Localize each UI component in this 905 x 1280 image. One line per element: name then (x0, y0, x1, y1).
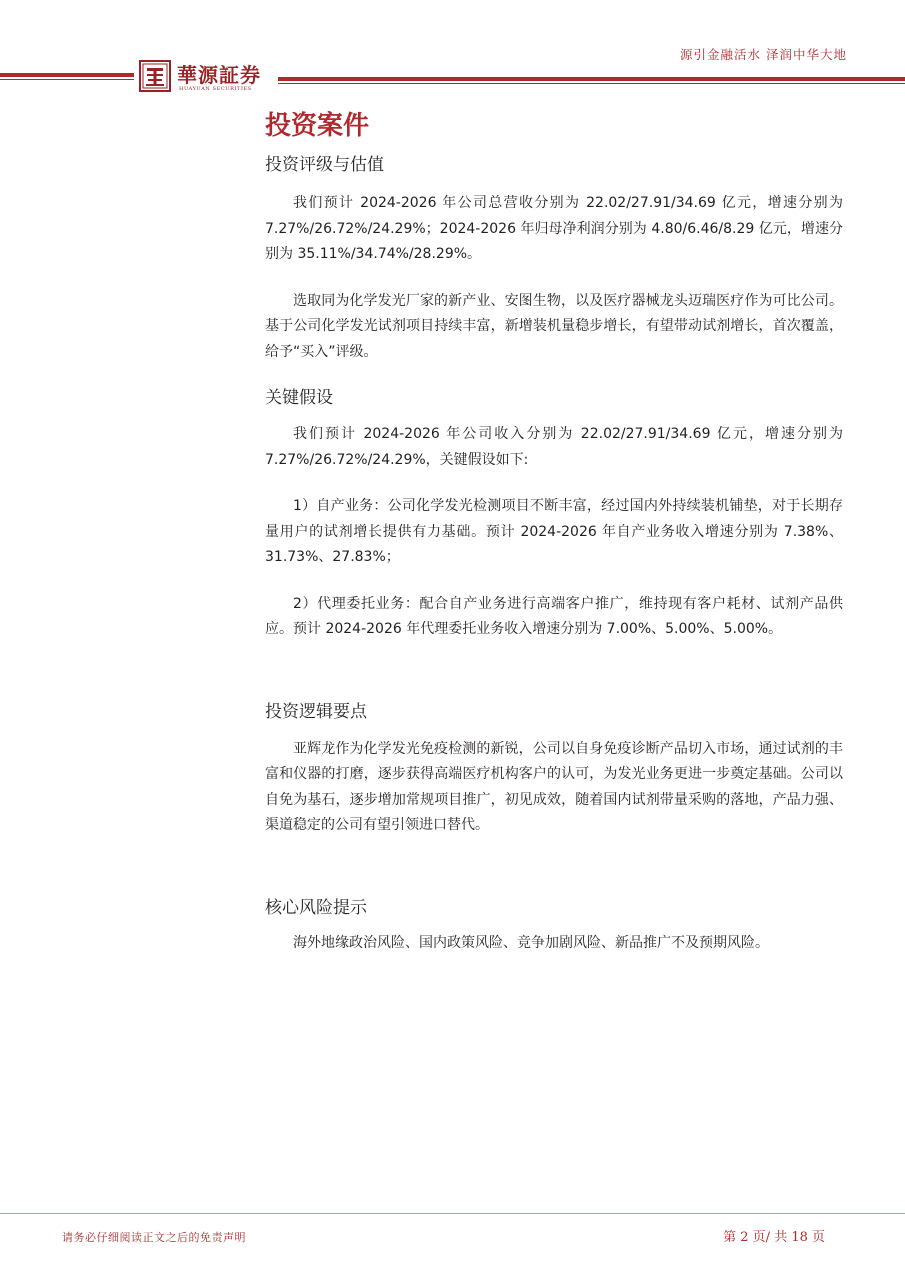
page-title: 投资案件 (265, 111, 370, 141)
footer-disclaimer: 请务必仔细阅读正文之后的免责声明 (62, 1231, 246, 1244)
paragraph: 亚辉龙作为化学发光免疫检测的新锐，公司以自身免疫诊断产品切入市场，通过试剂的丰富和仪器的打磨，逐步获得高端医疗机构客户的认可，为发光业务更进一步奠定基础。公司以自免为基石，逐步增加常规项目推广，初见成效，随着国内试剂带量采购的落地，产品力强、渠道稳定的公司有望引领进口替代。 (265, 740, 843, 833)
paragraph: 我们预计 2024-2026 年公司收入分别为 22.02/27.91/34.69 亿元，增速分别为 7.27%/26.72%/24.29%，关键假设如下: (265, 426, 843, 468)
footer-rule (0, 1213, 905, 1214)
paragraph: 1）自产业务：公司化学发光检测项目不断丰富，经过国内外持续装机铺垫，对于长期存量用户的试剂增长提供有力基础。预计 2024-2026 年自产业务收入增速分别为 7.38%、31.73%、27.83%； (265, 498, 843, 565)
paragraph: 选取同为化学发光厂家的新产业、安图生物，以及医疗器械龙头迈瑞医疗作为可比公司。基于公司化学发光试剂项目持续丰富，新增装机量稳步增长，有望带动试剂增长，首次覆盖，给予“买入”评级。 (265, 292, 843, 360)
page-number: 第 2 页/ 共 18 页 (723, 1230, 825, 1245)
header-rule-right (278, 77, 905, 81)
logo-seal-icon (139, 60, 171, 92)
paragraph: 海外地缘政治风险、国内政策风险、竞争加剧风险、新品推广不及预期风险。 (293, 934, 769, 951)
section-heading-valuation: 投资评级与估值 (265, 155, 384, 175)
header-slogan: 源引金融活水 泽润中华大地 (680, 47, 847, 62)
header-rule-right-thin (278, 83, 905, 84)
logo-english-name: HUAYUAN SECURITIES (179, 86, 252, 92)
header-rule-left (0, 73, 134, 77)
section-heading-risks: 核心风险提示 (265, 897, 367, 918)
section-heading-key-assumptions: 关键假设 (265, 388, 333, 408)
paragraph: 2）代理委托业务：配合自产业务进行高端客户推广，维持现有客户耗材、试剂产品供应。预计 2024-2026 年代理委托业务收入增速分别为 7.00%、5.00%、5.00%。 (265, 595, 843, 637)
header-rule-left-thin (0, 79, 134, 80)
section-heading-investment-logic: 投资逻辑要点 (265, 701, 367, 722)
paragraph: 我们预计 2024-2026 年公司总营收分别为 22.02/27.91/34.69 亿元，增速分别为 7.27%/26.72%/24.29%；2024-2026 年归母净利润分别为 4.80/6.46/8.29 亿元，增速分别为 35.11%/34.74%/28.29%。 (265, 195, 843, 262)
company-logo (137, 58, 275, 96)
logo-name: 華源証券 (177, 63, 261, 87)
main-content (265, 106, 843, 956)
